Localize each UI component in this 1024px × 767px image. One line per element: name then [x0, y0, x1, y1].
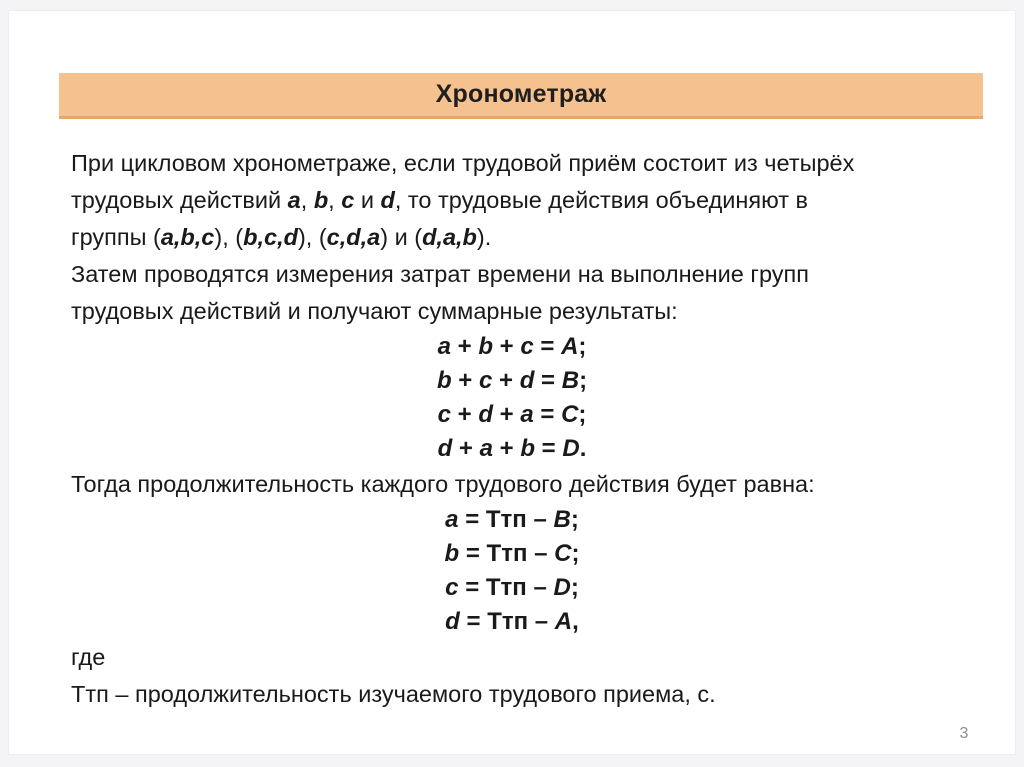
text-segment: A: [554, 608, 573, 635]
text-segment: где: [71, 644, 106, 670]
text-segment: B: [561, 367, 580, 394]
text-segment: ,: [300, 187, 314, 213]
text-segment: ;: [579, 367, 588, 394]
text-line: [71, 398, 953, 432]
text-segment: При цикловом хронометраже, если трудовой приём состоит из четырёх: [71, 150, 855, 176]
text-line: [71, 537, 953, 571]
text-segment: a: [520, 401, 534, 428]
text-line: [71, 293, 953, 330]
text-segment: +: [451, 367, 479, 394]
text-segment: трудовых действий и получают суммарные результаты:: [71, 298, 678, 324]
text-segment: c: [520, 333, 534, 360]
text-segment: d: [437, 435, 453, 462]
text-segment: ), (: [214, 224, 244, 250]
text-segment: ;: [578, 401, 587, 428]
text-segment: +: [492, 333, 521, 360]
text-segment: ) и (: [380, 224, 423, 250]
slide-canvas: [8, 10, 1016, 755]
text-segment: Ттп – продолжительность изучаемого трудового приема, с.: [71, 681, 716, 707]
text-segment: .: [579, 435, 587, 462]
text-segment: +: [450, 401, 479, 428]
text-segment: группы (: [71, 224, 161, 250]
text-segment: c: [341, 187, 355, 213]
text-segment: Затем проводятся измерения затрат времени на выполнение групп: [71, 261, 809, 287]
text-segment: b: [520, 435, 536, 462]
text-segment: +: [492, 401, 521, 428]
text-line: [71, 605, 953, 639]
text-segment: ,: [572, 608, 579, 635]
text-segment: +: [492, 367, 520, 394]
text-segment: =: [535, 435, 563, 462]
text-segment: d: [380, 187, 395, 213]
text-segment: и: [354, 187, 381, 213]
text-segment: трудовых действий: [71, 187, 288, 213]
text-segment: c,d,a: [326, 224, 381, 250]
text-segment: b,c,d: [243, 224, 298, 250]
text-line: [71, 256, 953, 293]
text-segment: a,b,c: [160, 224, 215, 250]
text-segment: =: [533, 401, 562, 428]
text-line: [71, 432, 953, 466]
text-segment: d: [478, 401, 493, 428]
text-line: [71, 219, 953, 256]
text-segment: c: [478, 367, 493, 394]
text-segment: =: [533, 333, 562, 360]
text-segment: D: [553, 574, 571, 601]
text-line: [71, 503, 953, 537]
text-segment: ,: [328, 187, 342, 213]
text-segment: ), (: [297, 224, 327, 250]
text-line: [71, 676, 953, 713]
text-segment: D: [562, 435, 580, 462]
title-banner: [59, 73, 983, 119]
text-segment: ;: [578, 333, 587, 360]
text-segment: = Ттп –: [458, 506, 554, 533]
text-segment: ).: [476, 224, 492, 250]
text-segment: A: [561, 333, 579, 360]
text-segment: = Ттп –: [458, 574, 554, 601]
text-segment: c: [445, 574, 459, 601]
page-number: 3: [959, 725, 969, 742]
text-segment: =: [534, 367, 562, 394]
text-segment: Тогда продолжительность каждого трудового действия будет равна:: [71, 471, 815, 497]
text-line: [71, 182, 953, 219]
text-segment: b: [478, 333, 493, 360]
text-segment: C: [561, 401, 579, 428]
text-segment: a: [287, 187, 301, 213]
text-segment: ;: [570, 506, 579, 533]
text-segment: , то трудовые действия объединяют в: [394, 187, 809, 213]
body-text: [71, 145, 953, 713]
text-segment: = Ттп –: [459, 608, 555, 635]
text-segment: = Ттп –: [459, 540, 555, 567]
text-segment: d,a,b: [422, 224, 477, 250]
text-segment: d: [445, 608, 460, 635]
text-segment: c: [437, 401, 451, 428]
text-segment: b: [444, 540, 460, 567]
text-segment: +: [492, 435, 521, 462]
text-segment: a: [479, 435, 493, 462]
text-segment: +: [450, 333, 479, 360]
text-segment: a: [445, 506, 459, 533]
text-line: [71, 364, 953, 398]
text-segment: b: [436, 367, 452, 394]
text-segment: ;: [570, 574, 579, 601]
text-segment: a: [437, 333, 451, 360]
text-line: [71, 571, 953, 605]
text-line: [71, 145, 953, 182]
text-segment: b: [313, 187, 329, 213]
slide-title: Хронометраж: [435, 80, 607, 108]
text-segment: B: [553, 506, 571, 533]
text-line: [71, 466, 953, 503]
text-segment: C: [554, 540, 572, 567]
text-segment: ;: [571, 540, 580, 567]
text-segment: d: [519, 367, 535, 394]
text-line: [71, 330, 953, 364]
text-segment: +: [452, 435, 480, 462]
text-line: [71, 639, 953, 676]
